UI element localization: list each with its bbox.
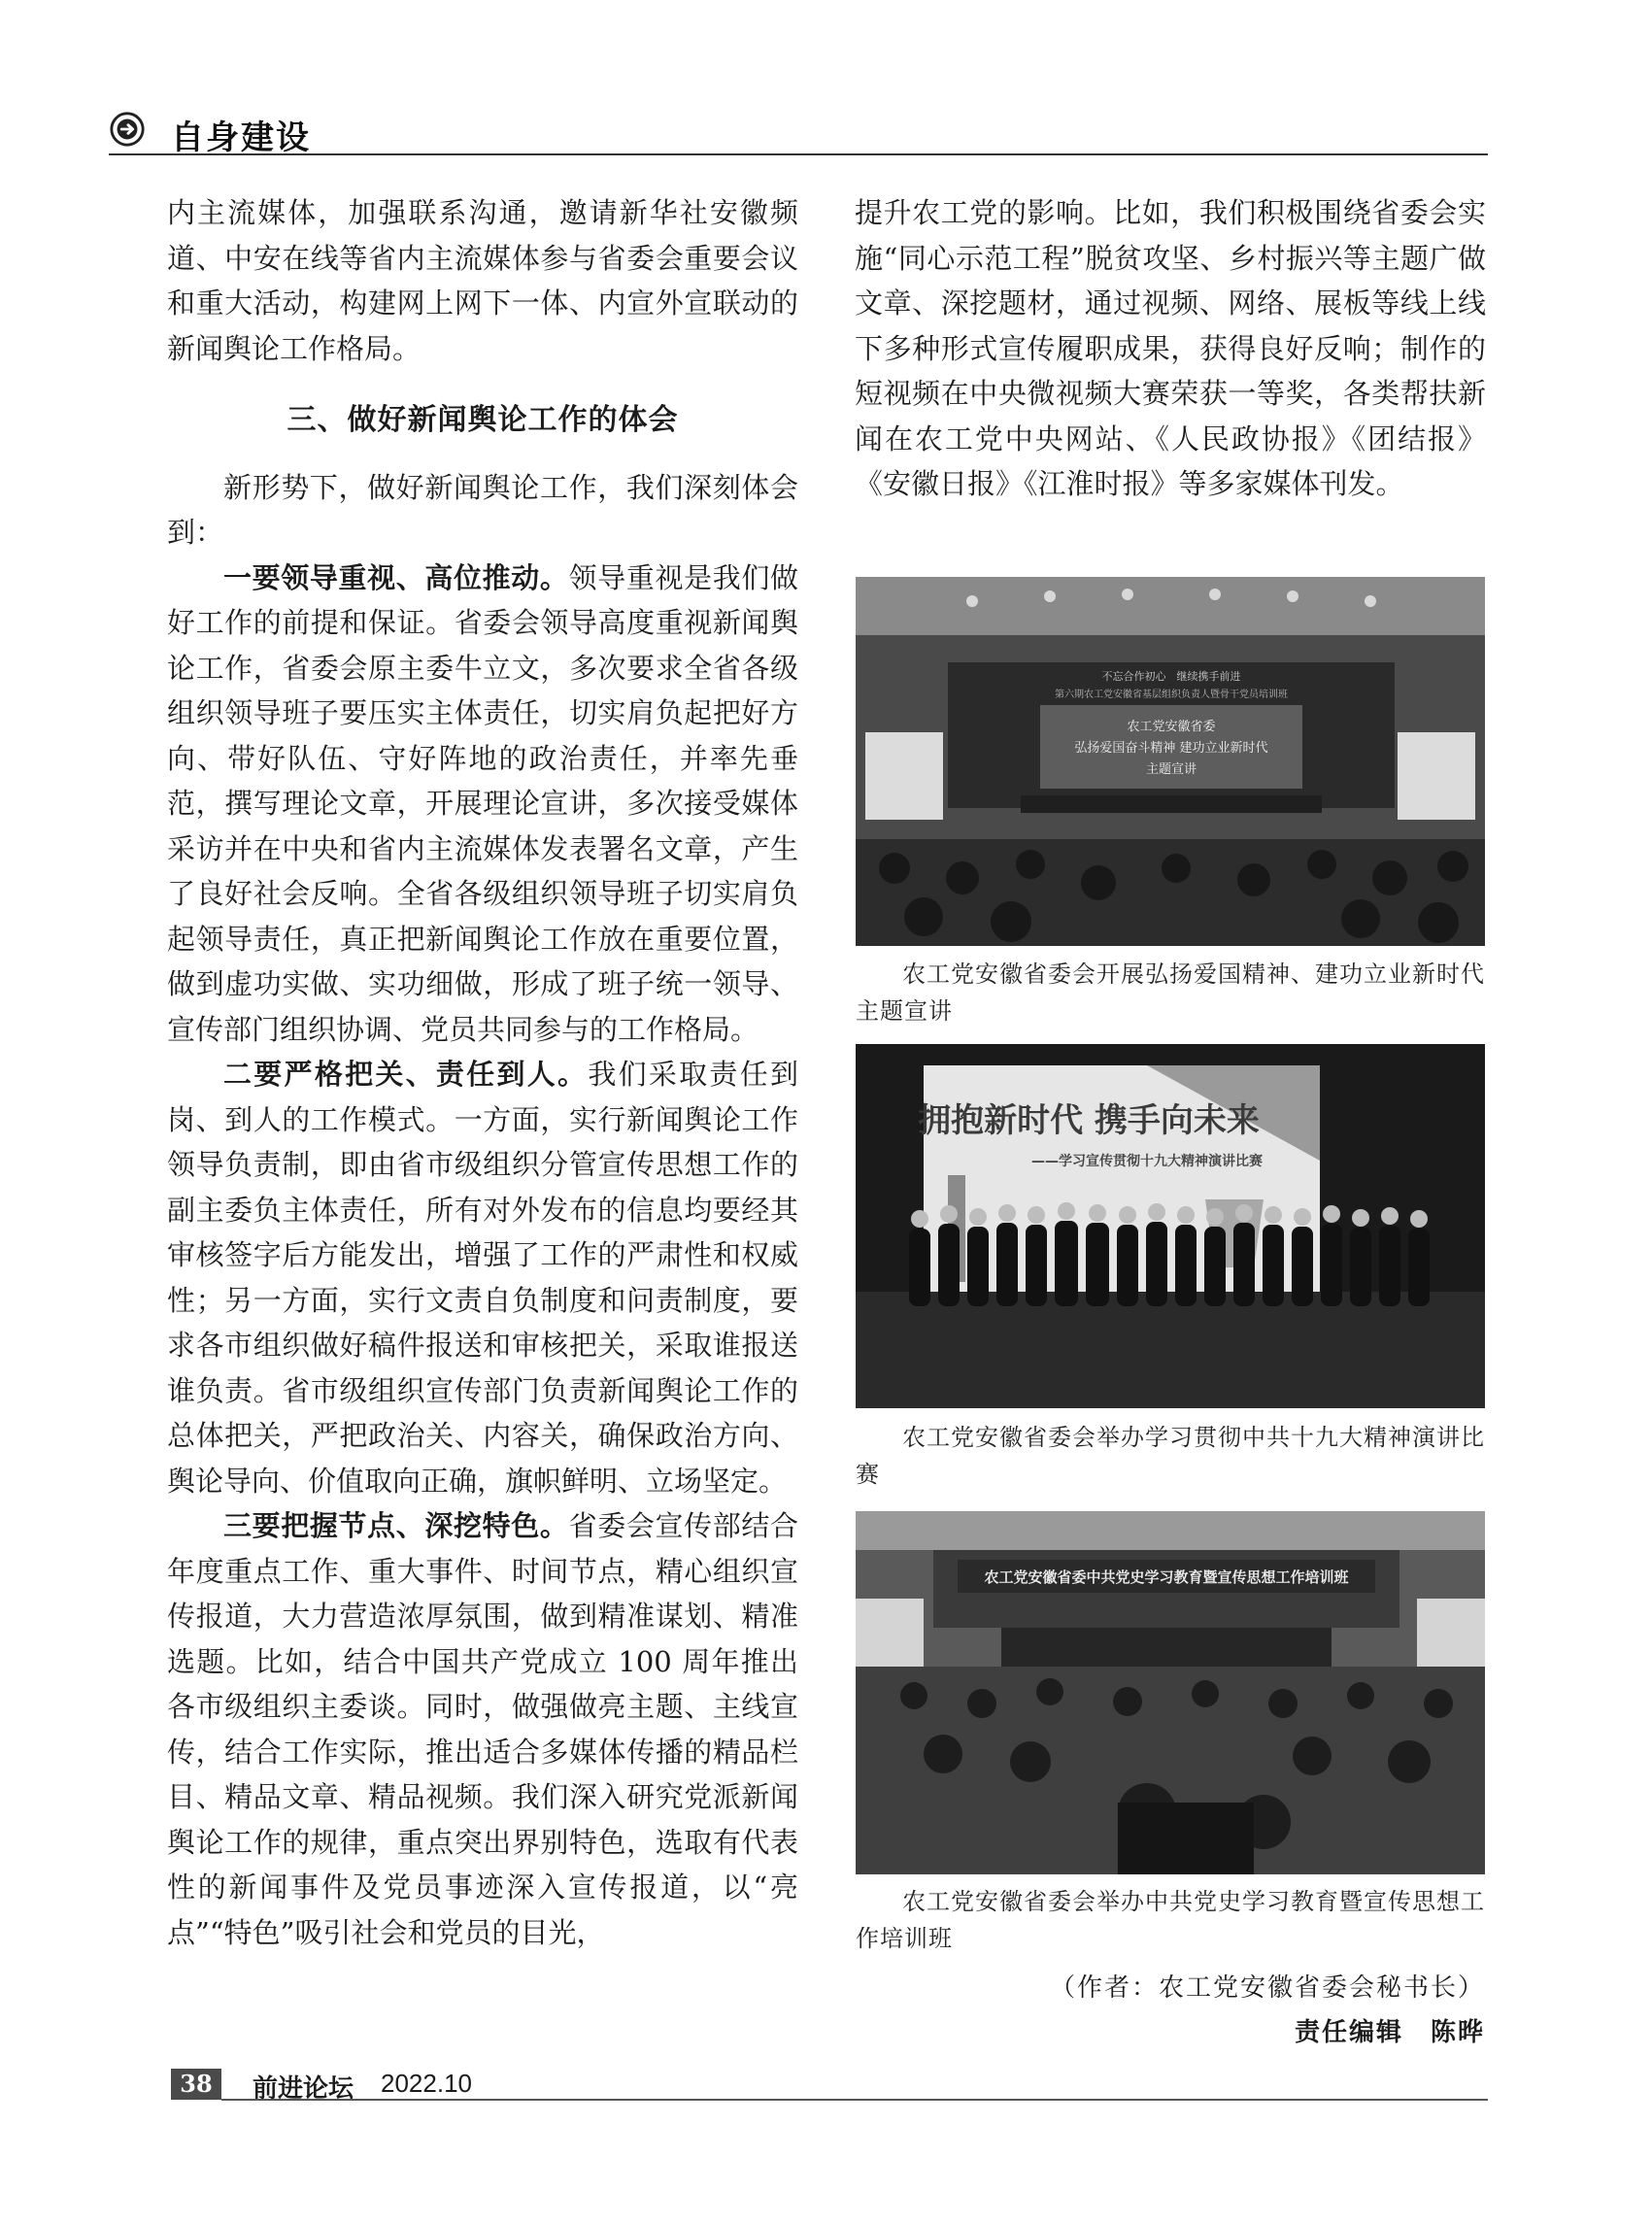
screen-line-2: 弘扬爱国奋斗精神 建功立业新时代 bbox=[1074, 741, 1268, 756]
header-divider bbox=[109, 153, 1488, 155]
page-header bbox=[109, 107, 1488, 155]
banner-line-2: 第六期农工党安徽省基层组织负责人暨骨干党员培训班 bbox=[1055, 690, 1288, 700]
photo-training-class bbox=[856, 1511, 1485, 1874]
point-three-body: 省委会宣传部结合年度重点工作、重大事件、时间节点，精心组织宣传报道，大力营造浓厚氛围，做到精准谋划、精准选题。比如，结合中国共产党成立 100 周年推出各市级组织主委谈。同时，做强做亮主题、主线宣传，结合工作实际，推出适合多媒体传播的精品栏目、精品文章、精品视频。我们深入研究党派新闻舆论工作的规律，重点突出界别特色，选取有代表性的新闻事件及党员事迹深入宣传报道，以“亮点”“特色”吸引社会和党员的目光， bbox=[167, 1509, 798, 1949]
right-column bbox=[855, 190, 1486, 507]
backdrop-subtitle: ——学习宣传贯彻十九大精神演讲比赛 bbox=[1031, 1154, 1263, 1169]
point-two-paragraph bbox=[167, 1052, 798, 1503]
footer-divider bbox=[221, 2099, 1488, 2101]
photo-caption-1: 农工党安徽省委会开展弘扬爱国精神、建功立业新时代主题宣讲 bbox=[856, 961, 1485, 1025]
photo-lecture-hall bbox=[856, 577, 1485, 946]
page-footer bbox=[171, 2063, 1488, 2102]
point-two-lead: 二要严格把关、责任到人。 bbox=[223, 1058, 589, 1091]
screen-line-3: 主题宣讲 bbox=[1145, 762, 1197, 777]
point-two-body: 我们采取责任到岗、到人的工作模式。一方面，实行新闻舆论工作领导负责制，即由省市级组织分管宣传思想工作的副主委负主体责任，所有对外发布的信息均要经其审核签字后方能发出，增强了工作的严肃性和权威性；另一方面，实行文责自负制度和问责制度，要求各市组织做好稿件报送和审核把关，采取谁报送谁负责。省市级组织宣传部门负责新闻舆论工作的总体把关，严把政治关、内容关，确保政治方向、舆论导向、价值取向正确，旗帜鲜明、立场坚定。 bbox=[167, 1058, 798, 1498]
section-heading: 三、做好新闻舆论工作的体会 bbox=[287, 403, 679, 437]
editor-line: 责任编辑 陈晔 bbox=[1294, 2018, 1485, 2047]
left-column bbox=[167, 190, 798, 1955]
intro-paragraph: 内主流媒体，加强联系沟通，邀请新华社安徽频道、中安在线等省内主流媒体参与省委会重要会议和重大活动，构建网上网下一体、内宣外宣联动的新闻舆论工作格局。 bbox=[167, 196, 798, 365]
journal-name: 前进论坛 bbox=[253, 2074, 354, 2104]
lead-paragraph: 新形势下，做好新闻舆论工作，我们深刻体会到： bbox=[167, 470, 798, 549]
section-title: 自身建设 bbox=[171, 118, 311, 157]
author-line: （作者：农工党安徽省委会秘书长） bbox=[1049, 1973, 1485, 2003]
continued-paragraph: 提升农工党的影响。比如，我们积极围绕省委会实施“同心示范工程”脱贫攻坚、乡村振兴等主题广做文章、深挖题材，通过视频、网络、展板等线上线下多种形式宣传履职成果，获得良好反响；制作的短视频在中央微视频大赛荣获一等奖，各类帮扶新闻在农工党中央网站、《人民政协报》《团结报》《安徽日报》《江淮时报》等多家媒体刊发。 bbox=[855, 196, 1486, 500]
training-banner: 农工党安徽省委中共党史学习教育暨宣传思想工作培训班 bbox=[984, 1568, 1349, 1586]
point-one-body: 领导重视是我们做好工作的前提和保证。省委会领导高度重视新闻舆论工作，省委会原主委牛立文，多次要求全省各级组织领导班子要压实主体责任，切实肩负起把好方向、带好队伍、守好阵地的政治责任，并率先垂范，撰写理论文章，开展理论宣讲，多次接受媒体采访并在中央和省内主流媒体发表署名文章，产生了良好社会反响。全省各级组织领导班子切实肩负起领导责任，真正把新闻舆论工作放在重要位置，做到虚功实做、实功细做，形成了班子统一领导、宣传部门组织协调、党员共同参与的工作格局。 bbox=[167, 560, 798, 1046]
point-three-paragraph bbox=[167, 1503, 798, 1955]
page-number: 38 bbox=[171, 2069, 221, 2100]
screen-line-1: 农工党安徽省委 bbox=[1127, 720, 1216, 734]
banner-line-1: 不忘合作初心 继续携手前进 bbox=[1101, 670, 1241, 683]
photo-caption-2: 农工党安徽省委会举办学习贯彻中共十九大精神演讲比赛 bbox=[856, 1424, 1485, 1488]
point-one-paragraph bbox=[167, 556, 798, 1053]
backdrop-title: 拥抱新时代 携手向未来 bbox=[918, 1101, 1260, 1140]
arrow-right-circle-icon bbox=[109, 111, 146, 148]
issue-number: 2022.10 bbox=[381, 2069, 472, 2098]
photo-caption-3: 农工党安徽省委会举办中共党史学习教育暨宣传思想工作培训班 bbox=[856, 1888, 1485, 1952]
point-three-lead: 三要把握节点、深挖特色。 bbox=[223, 1509, 569, 1542]
point-one-lead: 一要领导重视、高位推动。 bbox=[223, 560, 569, 594]
photo-speech-contest bbox=[856, 1044, 1485, 1408]
